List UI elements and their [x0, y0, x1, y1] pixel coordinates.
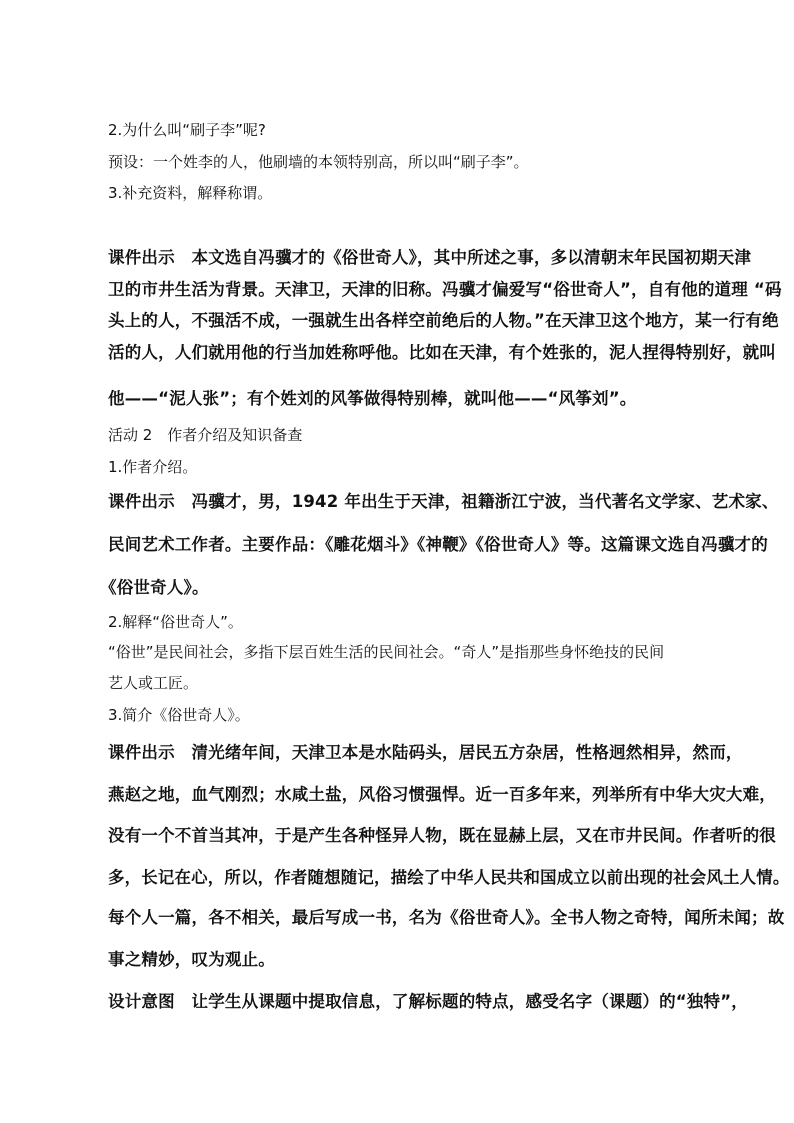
explain-paragraph-line-1: “俗世”是民间社会，多指下层百姓生活的民间社会。“奇人”是指那些身怀绝技的民间	[108, 643, 665, 661]
brief-intro-heading: 3.简介《俗世奇人》。	[108, 706, 250, 724]
explain-paragraph-line-2: 艺人或工匠。	[108, 674, 199, 692]
courseware-paragraph-1-line-1: 课件出示 本文选自冯骥才的《俗世奇人》，其中所述之事，多以清朝末年民国初期天津	[108, 248, 752, 267]
question-2: 2.为什么叫“刷子李”呢?	[108, 121, 266, 139]
step-3-supplement: 3.补充资料，解释称谓。	[108, 184, 273, 202]
courseware-paragraph-1-line-5: 他——“泥人张”；有个姓刘的风筝做得特别棒，就叫他——“风筝刘”。	[108, 389, 637, 408]
explain-title-heading: 2.解释“俗世奇人”。	[108, 613, 243, 631]
courseware-paragraph-1-line-2: 卫的市井生活为背景。天津卫，天津的旧称。冯骥才偏爱写“俗世奇人”，自有他的道理 “码	[108, 280, 782, 299]
courseware-paragraph-2-line-3: 没有一个不首当其冲，于是产生各种怪异人物，既在显赫上层，又在市井民间。作者听的很	[108, 826, 776, 845]
courseware-paragraph-2-line-1: 课件出示 清光绪年间，天津卫本是水陆码头，居民五方杂居，性格迥然相异，然而，	[108, 743, 743, 762]
design-intent-line-1: 设计意图 让学生从课题中提取信息，了解标题的特点，感受名字（课题）的“独特”，	[108, 992, 748, 1011]
author-intro-heading: 1.作者介绍。	[108, 458, 198, 476]
courseware-paragraph-1-line-4: 活的人，人们就用他的行当加姓称呼他。比如在天津，有个姓张的，泥人捏得特别好，就叫	[108, 343, 776, 362]
activity-2-heading: 活动 2 作者介绍及知识备查	[108, 426, 303, 444]
courseware-paragraph-2-line-2: 燕赵之地，血气刚烈；水咸土盐，风俗习惯强悍。近一百多年来，列举所有中华大灾大难，	[108, 785, 776, 804]
courseware-paragraph-1-line-3: 头上的人，不强活不成，一强就生出各样空前绝后的人物。”在天津卫这个地方，某一行有绝	[108, 311, 779, 330]
author-paragraph-line-3: 《俗世奇人》。	[100, 578, 209, 597]
courseware-paragraph-2-line-6: 事之精妙，叹为观止。	[108, 950, 275, 969]
author-paragraph-line-1: 课件出示 冯骥才，男，1942 年出生于天津，祖籍浙江宁波，当代著名文学家、艺术家、	[108, 492, 779, 511]
author-paragraph-line-2: 民间艺术工作者。主要作品：《雕花烟斗》《神鞭》《俗世奇人》等。这篇课文选自冯骥才的	[108, 535, 768, 554]
preset-answer: 预设：一个姓李的人，他刷墙的本领特别高，所以叫“刷子李”。	[108, 153, 529, 171]
courseware-paragraph-2-line-5: 每个人一篇，各不相关，最后写成一书，名为《俗世奇人》。全书人物之奇特，闻所未闻；故	[108, 908, 785, 927]
courseware-paragraph-2-line-4: 多，长记在心，所以，作者随想随记，描绘了中华人民共和国成立以前出现的社会风土人情。	[108, 868, 790, 887]
